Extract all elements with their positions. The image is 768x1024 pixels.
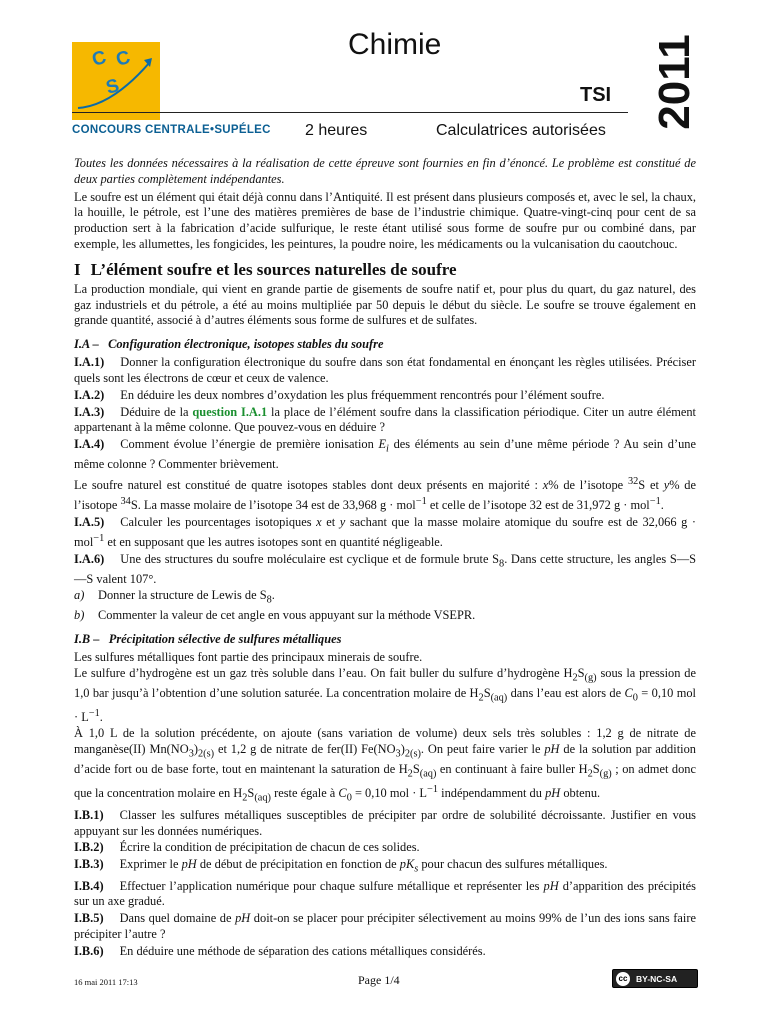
- question-number: I.A.1): [74, 355, 105, 370]
- question-ia5: [74, 515, 696, 551]
- section-a-label: I.A –: [74, 337, 99, 352]
- part-1-number: I: [74, 259, 81, 279]
- question-text: Exprimer le: [119, 857, 179, 872]
- question-text: Donner la structure de Lewis de S: [98, 587, 267, 602]
- question-text: En déduire les deux nombres d’oxydation les plus fréquemment rencontrés pour l’élément soufre.: [120, 387, 605, 402]
- symbol-x: x: [542, 478, 549, 493]
- cc-icon: cc: [616, 972, 630, 986]
- logo-letter-c1: C: [89, 46, 109, 71]
- section-b-heading: [74, 632, 696, 647]
- question-number: I.A.6): [74, 551, 105, 566]
- subscript: 2(s): [198, 748, 215, 760]
- text: ): [400, 741, 405, 756]
- exam-year: [650, 24, 700, 140]
- question-text: la place de l’élément soufre dans la classification périodique. Citer un autre élément appartenant à la même colonne. Que pouvez-vous en déduire ?: [74, 404, 696, 435]
- logo-letter-c2: C: [113, 46, 133, 71]
- question-text: des éléments au sein d’une même période ? Au sein d’une même colonne ? Commenter brièvement.: [74, 437, 696, 472]
- subscript: 2: [407, 768, 413, 780]
- symbol-y: y: [339, 515, 346, 530]
- question-number: I.B.3): [74, 857, 104, 872]
- sub-question-label: a): [74, 587, 85, 602]
- question-text: doit-on se placer pour précipiter sélectivement au moins 99% de l’un des ions sans faire précipiter l’autre ?: [74, 911, 696, 941]
- subscript: (g): [584, 672, 597, 684]
- symbol-ph: pH: [181, 857, 197, 872]
- subscript: 2(s): [404, 748, 421, 760]
- question-number: I.B.2): [74, 840, 104, 855]
- intro-paragraph: Le soufre est un élément qui était déjà connu dans l’Antiquité. Il est présent dans plusieurs composés et, avec le sel, la chaux, la houille, le pétrole, est l’une des matières premières de base de l’industrie chimique. Quatre-vingt-cinq pour cent de sa production sert à la fabrication d’acide sulfurique, le reste étant utilisé sous forme de soufre pur ou combiné dans, par exemple, les allumettes, les fongicides, les peintures, la poudre noire, les médicaments ou la vulcanisation du caoutchouc.: [74, 189, 696, 251]
- subscript: 2: [478, 692, 484, 704]
- question-number: I.A.3): [74, 404, 105, 419]
- text: = 0,10 mol · L: [74, 685, 696, 725]
- text: dans l’eau est alors de: [510, 685, 622, 700]
- symbol-ph: pH: [235, 911, 251, 926]
- text: . On peut faire varier le: [420, 741, 541, 756]
- question-number: I.B.6): [74, 943, 104, 958]
- exponent: −1: [93, 532, 105, 544]
- question-number: I.B.4): [74, 878, 104, 893]
- section-b-label: I.B –: [74, 631, 100, 646]
- question-text: d’apparition des précipités sur un axe gradué.: [74, 878, 696, 909]
- question-text: Une des structures du soufre moléculaire est cyclique et de formule brute S: [120, 551, 500, 566]
- question-ia6: [74, 552, 696, 588]
- section-b-p1: Les sulfures métalliques font partie des principaux minerais de soufre.: [74, 649, 423, 664]
- question-text: Effectuer l’application numérique pour chaque sulfure métallique et représenter les: [119, 878, 540, 893]
- question-ia3: [74, 405, 696, 437]
- exam-body: [74, 156, 696, 960]
- text: sous la pression de 1,0 bar jusqu’à l’obtention d’une solution saturée. La concentration molaire de H: [74, 665, 696, 700]
- question-text: Dans quel domaine de: [119, 911, 232, 926]
- question-number: I.B.5): [74, 911, 104, 926]
- subscript: 8: [266, 594, 272, 606]
- symbol-c: C: [338, 786, 347, 801]
- symbol-c: C: [624, 685, 633, 700]
- question-text: Comment évolue l’énergie de première ionisation: [120, 437, 374, 452]
- symbol-i: i: [386, 443, 389, 455]
- question-ib5: [74, 911, 696, 943]
- text: % de l’isotope: [548, 478, 624, 493]
- exam-year-text: 2011: [650, 34, 699, 130]
- symbol-ph: pH: [544, 741, 560, 756]
- subject-title: Chimie: [348, 28, 442, 61]
- question-ia6-b: [74, 608, 696, 624]
- question-text: sachant que la masse molaire atomique du soufre est de 32,066 g · mol: [74, 515, 697, 549]
- intro-note: Toutes les données nécessaires à la réalisation de cette épreuve sont fournies en fin d’énoncé. Le problème est constitué de deux parties complètement indépendantes.: [74, 156, 696, 186]
- question-ib4: [74, 879, 696, 911]
- question-text: Commenter la valeur de cet angle en vous appuyant sur la méthode VSEPR.: [98, 608, 476, 623]
- text: obtenu.: [563, 786, 601, 801]
- text: de la solution par addition d’acide fort ou de base forte, tout en maintenant la saturation de H: [74, 741, 696, 777]
- exponent: −1: [649, 496, 661, 508]
- part-1-title: L’élément soufre et les sources naturelles de soufre: [90, 259, 457, 279]
- text: en continuant à faire buller H: [439, 762, 588, 777]
- exponent: −1: [415, 496, 427, 508]
- text: indépendamment du: [441, 786, 542, 801]
- question-ref-link[interactable]: question I.A.1: [192, 404, 268, 419]
- symbol-ph: pH: [545, 786, 561, 801]
- section-a-heading: [74, 337, 696, 352]
- question-text: Calculer les pourcentages isotopiques: [120, 515, 312, 530]
- question-number: I.A.4): [74, 437, 105, 452]
- question-text: de début de précipitation en fonction de: [199, 857, 397, 872]
- page-number: Page 1/4: [358, 973, 400, 987]
- subscript: 0: [632, 692, 638, 704]
- subscript: 2: [587, 768, 593, 780]
- ccs-logo: [72, 42, 160, 120]
- symbol-s: s: [414, 863, 419, 875]
- text: S et: [638, 478, 659, 493]
- question-ib6: [74, 944, 696, 960]
- subscript: (aq): [419, 768, 437, 780]
- section-b-p3: À 1,0 L de la solution précédente, on ajoute (sans variation de volume) deux sels très solubles : 1,2 g de nitrate de manganèse(II) $Mn(NO_3)_{2(s)}$ et 1,2 g de nitrate de fer(II) $Fe(NO_3)_{2(s)}$. On peut faire varier le pH de la solution par addition d’acide fort ou de base forte, tout en maintenant la saturation de $H_2S_{(aq)}$ en continuant à faire buller $H_2S_{(g)}$ ; on admet donc que la concentration molaire en $H_2S_{(aq)}$ reste égale à $C_0 = 0,10$ mol · $L^{-1}$ indépendamment du pH obtenu.: [74, 726, 696, 805]
- header-rule: [72, 112, 628, 113]
- question-text: Déduire de la: [120, 404, 189, 419]
- question-text: pour chacun des sulfures métalliques.: [421, 857, 608, 872]
- text: S. La masse molaire de l’isotope 34 est de 33,968 g · mol: [130, 498, 416, 513]
- section-b-p2: Le sulfure d’hydrogène est un gaz très soluble dans l’eau. On fait buller du sulfure d’hydrogène $H_2S_{(g)}$ sous la pression de 1,0 bar jusqu’à l’obtention d’une solution saturée. La concentration molaire de $H_2S_{(aq)}$ dans l’eau est alors de $C_0 = 0,10$ mol · $L^{-1}$.: [74, 665, 696, 725]
- mass-number: 32: [627, 476, 639, 488]
- part-1-intro: La production mondiale, qui vient en grande partie de gisements de soufre natif et, pour plus du quart, du gaz naturel, des gaz industriels et du pétrole, a été au moins multipliée par 50 depuis le début du siècle. Le soufre se trouve également en grande quantité, associé à d’autres éléments sous forme de sulfures et de sulfates.: [74, 281, 696, 328]
- sub-question-label: b): [74, 608, 85, 623]
- section-a-title: Configuration électronique, isotopes stables du soufre: [108, 337, 384, 352]
- question-ia4: [74, 437, 696, 473]
- symbol-e: E: [378, 437, 387, 452]
- text: ; on admet donc que la concentration molaire en H: [74, 762, 696, 801]
- subscript: 3: [395, 748, 401, 760]
- text: Le sulfure d’hydrogène est un gaz très soluble dans l’eau. On fait buller du sulfure d’hydrogène H: [74, 665, 573, 680]
- symbol-x: x: [316, 515, 322, 530]
- question-number: I.B.1): [74, 807, 104, 822]
- question-number: I.A.2): [74, 387, 105, 402]
- calculators-note: Calculatrices autorisées: [436, 122, 606, 139]
- subscript: (aq): [490, 692, 508, 704]
- subscript: (g): [599, 768, 612, 780]
- license-label: BY-NC-SA: [636, 973, 678, 984]
- subscript: 2: [572, 672, 578, 684]
- question-text: Classer les sulfures métalliques susceptibles de précipiter par ordre de solubilité décroissante. Justifier en vous appuyant sur les données numériques.: [74, 807, 696, 838]
- question-ia1: [74, 355, 696, 387]
- subscript: 3: [188, 748, 194, 760]
- mass-number: 34: [120, 496, 131, 508]
- question-ib3: [74, 857, 696, 877]
- symbol-pk: pK: [399, 857, 415, 872]
- exponent: −1: [88, 708, 100, 720]
- question-text: Écrire la condition de précipitation de chacun de ces solides.: [119, 840, 420, 855]
- ccs-logo-graphic: [72, 42, 160, 120]
- text: % de l’isotope: [74, 478, 696, 513]
- text: Le soufre naturel est constitué de quatre isotopes stables dont deux présents en majorité :: [74, 478, 538, 493]
- question-text: et en supposant que les autres isotopes sont en quantité négligeable.: [107, 534, 443, 549]
- question-ia6-a: a) Donner la structure de Lewis de $S_8$.: [74, 587, 275, 606]
- section-b-title: Précipitation sélective de sulfures métalliques: [108, 631, 342, 646]
- question-number: I.A.5): [74, 515, 105, 530]
- subscript: 2: [242, 793, 248, 805]
- subscript: 8: [499, 558, 505, 570]
- text: et celle de l’isotope 32 est de 31,972 g · mol: [429, 498, 650, 513]
- subscript: 0: [346, 793, 352, 805]
- text: ): [193, 741, 198, 756]
- symbol-ph: pH: [543, 878, 559, 893]
- question-text: . Dans cette structure, les angles S—S—S valent 107°.: [74, 551, 696, 587]
- footer-date: 16 mai 2011 17:13: [74, 977, 138, 987]
- text: = 0,10 mol · L: [354, 786, 428, 801]
- question-ia2: [74, 388, 696, 404]
- part-1-heading: [74, 260, 696, 280]
- symbol-y: y: [663, 478, 670, 493]
- text: reste égale à: [274, 786, 336, 801]
- logo-letter-s: S: [103, 75, 122, 99]
- question-text: Donner la configuration électronique du soufre dans son état fondamental en énonçant les règles utilisées. Préciser quels sont les électrons de cœur et ceux de valence.: [74, 355, 696, 385]
- license-badge[interactable]: [612, 969, 698, 988]
- exponent: −1: [427, 784, 439, 796]
- exam-duration: 2 heures: [305, 122, 368, 139]
- track-label: TSI: [580, 84, 612, 106]
- question-ib2: [74, 840, 696, 856]
- contest-name: CONCOURS CENTRALE•SUPÉLEC: [72, 124, 271, 136]
- subscript: (aq): [254, 793, 271, 805]
- isotopes-paragraph: Le soufre naturel est constitué de quatre isotopes stables dont deux présents en majorité : x% de l’isotope $^{32}$S et y% de l’isotope $^{34}$S. La masse molaire de l’isotope 34 est de 33,968 g · mol$^{-1}$ et celle de l’isotope 32 est de 31,972 g · mol$^{-1}$.: [74, 476, 696, 513]
- text: À 1,0 L de la solution précédente, on ajoute (sans variation de volume) deux sels très solubles : 1,2 g de nitrate de manganèse(II) Mn(NO: [74, 726, 696, 756]
- question-text: et: [326, 515, 336, 530]
- question-ib1: [74, 808, 696, 840]
- question-text: En déduire une méthode de séparation des cations métalliques considérés.: [119, 943, 486, 958]
- text: et 1,2 g de nitrate de fer(II) Fe(NO: [217, 741, 396, 756]
